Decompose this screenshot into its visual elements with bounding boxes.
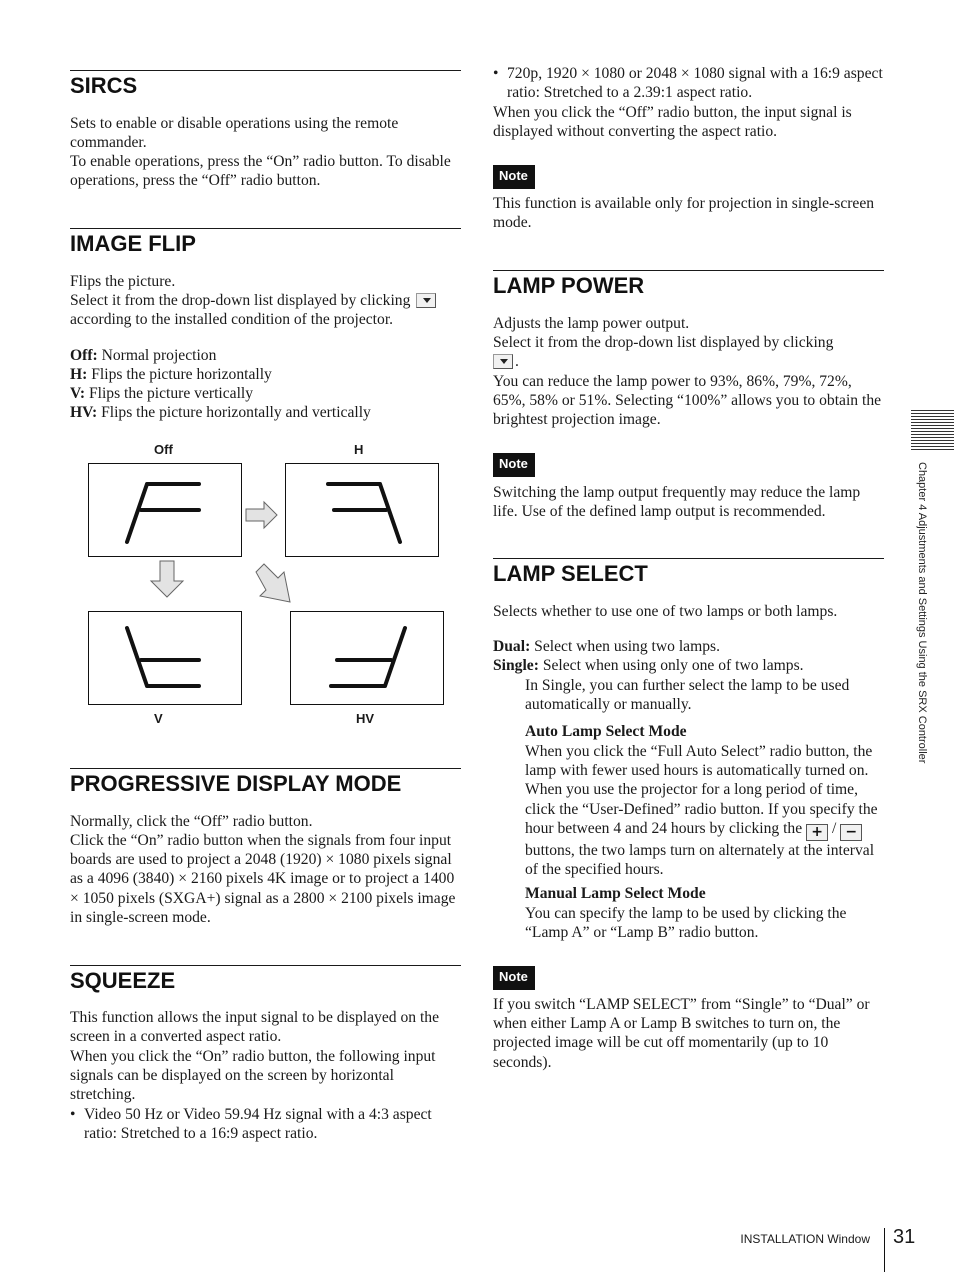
dropdown-arrow-icon [493,354,513,369]
lamp-select-single: Single: Select when using only one of two lamps. [493,657,804,674]
arrow-right-icon [244,500,280,530]
section-title: SQUEEZE [70,968,176,993]
auto-lamp-select-text: When you click the “Full Auto Select” radio button, the lamp with fewer used hours is automatically turned on. When you use the projector for a long period of time, click the “User-Defined” radio button. If you specify the hour between 4 and 24 hours by clicking the + / − buttons, the two lamps turn on alternately at the interval of the specified hours. [525,743,878,879]
figure-box-off [88,463,242,557]
image-flip-paragraph-2 [70,291,461,329]
sircs-paragraph-2: To enable operations, press the “On” radio button. To disable operations, press the “Off” radio button. [70,153,451,190]
section-progressive [70,768,461,797]
letter-f-flipped-both-icon [291,612,443,704]
progressive-paragraph-2: Click the “On” radio button when the signals from four input boards are used to project a 2048 (1920) × 1080 pixels signal as a 4096 (3840) × 2160 pixels 4K image or to project a 1400 × 1050 pixels (SXGA+) signal as a 2800 × 2100 pixels image in single-screen mode. [70,832,456,926]
section-title: LAMP SELECT [493,561,648,586]
squeeze-paragraph-2: When you click the “On” radio button, the following input signals can be displayed on the screen by horizontal stretching. [70,1048,436,1104]
section-title: PROGRESSIVE DISPLAY MODE [70,771,402,796]
section-image-flip [70,228,461,257]
figure-box-hv [290,611,444,705]
chapter-side-label: Chapter 4 Adjustments and Settings Using the SRX Controller [916,462,928,764]
figure-label-v: V [154,711,163,726]
letter-f-flipped-vertical-icon [89,612,241,704]
minus-button-icon: − [840,824,862,841]
section-lamp-select [493,558,884,587]
squeeze-note-text: This function is available only for projection in single-screen mode. [493,195,875,232]
letter-f-normal-icon [89,464,241,556]
bullet-icon: • [70,1106,76,1123]
option-h: H: Flips the picture horizontally [70,366,272,383]
figure-box-h [285,463,439,557]
section-squeeze [70,965,461,994]
squeeze-paragraph-1: This function allows the input signal to be displayed on the screen in a converted aspect ratio. [70,1009,439,1046]
squeeze-bullet-1: • Video 50 Hz or Video 59.94 Hz signal with a 4:3 aspect ratio: Stretched to a 16:9 aspect ratio. [70,1106,432,1143]
lamp-power-paragraph-3: You can reduce the lamp power to 93%, 86%, 79%, 72%, 65%, 58% or 51%. Selecting “100%” allows you to obtain the brightest projection image. [493,373,882,429]
letter-f-flipped-horizontal-icon [286,464,438,556]
dropdown-arrow-icon [416,293,436,308]
footer-section-label: INSTALLATION Window [740,1232,870,1246]
option-hv: HV: Flips the picture horizontally and vertically [70,404,371,421]
note-badge: Note [493,165,535,189]
lamp-select-paragraph-1: Selects whether to use one of two lamps or both lamps. [493,603,838,620]
lamp-select-single-detail: In Single, you can further select the lamp to be used automatically or manually. [525,677,850,714]
plus-button-icon: + [806,824,828,841]
note-badge: Note [493,966,535,990]
progressive-paragraph-1: Normally, click the “Off” radio button. [70,813,313,830]
sircs-paragraph-1: Sets to enable or disable operations using the remote commander. [70,115,399,152]
figure-label-h: H [354,442,364,457]
chapter-tab-marker [911,410,954,452]
squeeze-bullet-2: • 720p, 1920 × 1080 or 2048 × 1080 signal with a 16:9 aspect ratio: Stretched to a 2.39:1 aspect ratio. [493,65,883,102]
lamp-select-dual: Dual: Select when using two lamps. [493,638,720,655]
lamp-power-paragraph-2: Select it from the drop-down list displayed by clicking . [493,334,834,371]
section-title: LAMP POWER [493,273,645,298]
arrow-down-icon [148,559,186,599]
section-title: SIRCS [70,73,138,98]
arrow-diagonal-icon [252,562,294,606]
figure-box-v [88,611,242,705]
lamp-power-note-text: Switching the lamp output frequently may reduce the lamp life. Use of the defined lamp output is recommended. [493,484,861,521]
bullet-icon: • [493,65,499,82]
figure-label-hv: HV [356,711,375,726]
option-off: Off: Normal projection [70,347,217,364]
note-badge: Note [493,453,535,477]
footer-divider [884,1228,885,1272]
squeeze-paragraph-3: When you click the “Off” radio button, the input signal is displayed without converting the aspect ratio. [493,104,852,141]
section-sircs [70,70,461,99]
lamp-power-paragraph-1: Adjusts the lamp power output. [493,315,690,332]
page-number: 31 [893,1226,916,1248]
lamp-select-note-text: If you switch “LAMP SELECT” from “Single” to “Dual” or when either Lamp A or Lamp B switches to turn on, the projected image will be cut off momentarily (up to 10 seconds). [493,996,870,1071]
option-v: V: Flips the picture vertically [70,385,254,402]
section-title: IMAGE FLIP [70,231,196,256]
section-lamp-power [493,270,884,299]
manual-lamp-select-title: Manual Lamp Select Mode [525,885,706,902]
manual-lamp-select-text: You can specify the lamp to be used by clicking the “Lamp A” or “Lamp B” radio button. [525,905,847,942]
image-flip-paragraph-1: Flips the picture. [70,273,176,290]
auto-lamp-select-title: Auto Lamp Select Mode [525,723,687,740]
image-flip-text-after: according to the installed condition of the projector. [70,311,394,329]
figure-label-off: Off [154,442,173,457]
image-flip-text-before: Select it from the drop-down list displayed by clicking [70,292,411,309]
